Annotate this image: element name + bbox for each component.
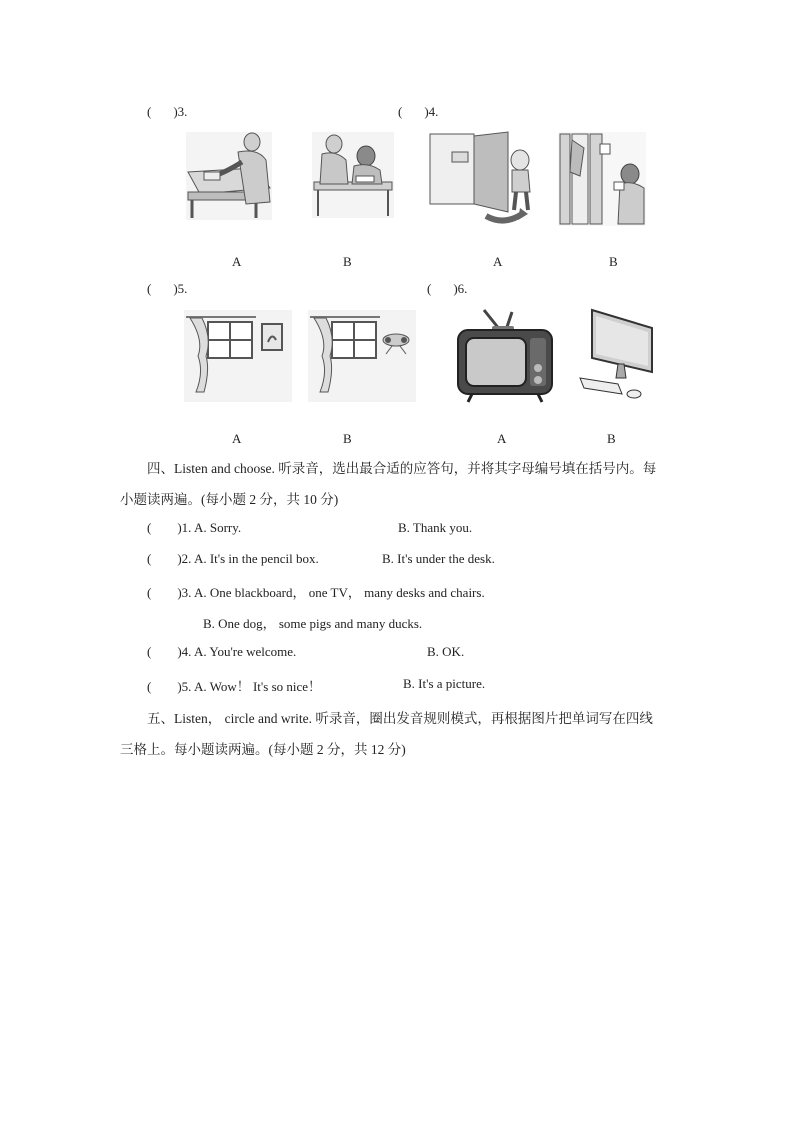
question-5-header: ( )5. — [147, 281, 188, 296]
q4-option-a-picture — [428, 130, 538, 228]
section4-item-3-b: B. One dog， some pigs and many ducks. — [203, 616, 423, 631]
q6-option-b-picture — [578, 308, 656, 404]
section5-instruction-line2: 三格上。每小题读两遍。(每小题 2 分，共 12 分) — [120, 742, 406, 757]
section5-instruction-line1: 五、Listen， circle and write. 听录音，圈出发音规则模式，再根据图片把单词写在四线 — [147, 711, 653, 726]
section4-item-2: ( )2. A. It's in the pencil box. — [147, 551, 319, 566]
q6-label-b: B — [607, 431, 616, 446]
q3-label-b: B — [343, 254, 352, 269]
section4-instruction-line1: 四、Listen and choose. 听录音，选出最合适的应答句，并将其字母编号填在括号内。每 — [147, 461, 657, 476]
section4-item-1-b: B. Thank you. — [398, 520, 473, 535]
q4-label-a: A — [493, 254, 503, 269]
q5-option-b-picture — [308, 310, 416, 402]
q5-label-b: B — [343, 431, 352, 446]
section4-item-2-b: B. It's under the desk. — [382, 551, 495, 566]
section4-item-3: ( )3. A. One blackboard， one TV， many desks and chairs. — [147, 585, 485, 600]
q3-option-b-picture — [312, 132, 394, 218]
section4-item-5: ( )5. A. Wow！ It's so nice！ — [147, 679, 322, 694]
section4-instruction-line2: 小题读两遍。(每小题 2 分，共 10 分) — [120, 492, 339, 507]
q6-label-a: A — [497, 431, 507, 446]
section4-item-4-b: B. OK. — [427, 644, 465, 659]
q3-label-a: A — [232, 254, 242, 269]
section4-item-5-b: B. It's a picture. — [403, 676, 486, 691]
q5-option-a-picture — [184, 310, 292, 402]
question-4-header: ( )4. — [398, 104, 439, 119]
q3-option-a-picture — [186, 132, 272, 220]
section4-item-4: ( )4. A. You're welcome. — [147, 644, 297, 659]
question-3-header: ( )3. — [147, 104, 188, 119]
section4-item-1: ( )1. A. Sorry. — [147, 520, 242, 535]
q4-option-b-picture — [558, 132, 646, 226]
question-6-header: ( )6. — [427, 281, 468, 296]
q6-option-a-picture — [456, 308, 554, 404]
q4-label-b: B — [609, 254, 618, 269]
q5-label-a: A — [232, 431, 242, 446]
